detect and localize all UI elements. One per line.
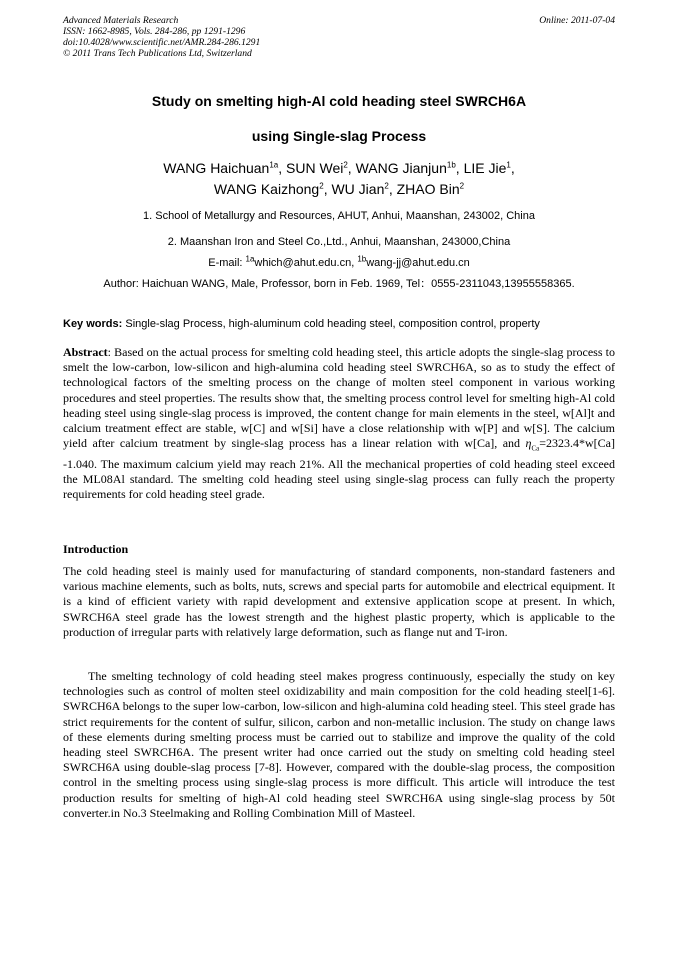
author-list bbox=[63, 158, 615, 200]
author-affiliation-mark: 1a bbox=[269, 160, 279, 170]
author-affiliation-mark: 2 bbox=[319, 181, 324, 191]
author-name: WANG Haichuan bbox=[163, 160, 270, 176]
eta-subscript: Ca bbox=[531, 444, 540, 453]
author-name: ZHAO Bin bbox=[396, 181, 460, 197]
author-separator: , bbox=[510, 160, 515, 176]
doi-line: doi:10.4028/www.scientific.net/AMR.284-286.1291 bbox=[63, 37, 261, 48]
abstract-text-part-2: =2323.4*w[Ca] -1.040. The maximum calcium yield may reach 21%. All the mechanical properties of cold heading steel exceed the ML08Al standard. The smelting cold heading steel using single-slag process can fully reach the property requirements for cold heading steel grade. bbox=[63, 436, 615, 502]
author-separator: , bbox=[278, 160, 287, 176]
journal-name: Advanced Materials Research bbox=[63, 15, 179, 26]
author-affiliation-mark: 2 bbox=[384, 181, 389, 191]
affiliation-2: 2. Maanshan Iron and Steel Co.,Ltd., Anhui, Maanshan, 243000,China bbox=[167, 236, 511, 248]
author-affiliation-mark: 2 bbox=[459, 181, 465, 191]
author-affiliation-mark: 1b bbox=[446, 160, 456, 170]
copyright-line: © 2011 Trans Tech Publications Ltd, Switzerland bbox=[63, 48, 252, 59]
paper-title-line-1: Study on smelting high-Al cold heading steel SWRCH6A bbox=[151, 93, 527, 109]
author-name: WU Jian bbox=[331, 181, 385, 197]
journal-header bbox=[63, 15, 260, 59]
author-row-1 bbox=[63, 158, 615, 179]
email-label: E-mail: bbox=[208, 257, 246, 269]
eta-letter: η bbox=[525, 436, 532, 451]
introduction-paragraph-2: The smelting technology of cold heading steel makes progress continuously, especially the study on key technologies such as control of molten steel oxidizability and main composition for the cold heading steel[1-6]. SWRCH6A belongs to the super low-carbon, low-silicon and high-alumina cold heading steel. This steel grade has strict requirements for the content of sulfur, silicon, carbon and non-metallic inclusion. The study on change laws of these elements during smelting process must be carried out to stabilize and improve the quality of the cold heading steel SWRCH6A. The present writer had once carried out the study on smelting cold heading steel SWRCH6A using double-slag process [7-8]. However, compared with the double-slag process, the composition control in the smelting process using single-slag process is more difficult. This article will introduce the test production results for smelting of high-Al cold heading steel SWRCH6A using single-slag process by 50t converter.in No.3 Steelmaking and Rolling Combination Mill of Masteel. bbox=[63, 669, 615, 820]
affiliation-1: 1. School of Metallurgy and Resources, AHUT, Anhui, Maanshan, 243002, China bbox=[143, 210, 535, 222]
author-separator: , bbox=[455, 160, 464, 176]
online-date: Online: 2011-07-04 bbox=[539, 15, 615, 26]
abstract-label: Abstract bbox=[63, 345, 108, 359]
paper-title-line-2: using Single-slag Process bbox=[251, 128, 427, 144]
author-separator: , bbox=[347, 160, 356, 176]
author-name: WANG Jianjun bbox=[355, 160, 447, 176]
issn-line: ISSN: 1662-8985, Vols. 284-286, pp 1291-1296 bbox=[63, 26, 246, 37]
email-address-2: wang-jj@ahut.edu.cn bbox=[366, 257, 470, 269]
introduction-paragraph-1: The cold heading steel is mainly used for manufacturing of standard components, non-standard fasteners and various machine elements, such as bolts, nuts, screws and special parts for automobile and electrical equipment. It is a kind of efficient variety with rapid development and extensive application scope at present. In which, SWRCH6A steel grade has the lowest strength and the highest plastic property, which is applicable to the production of irregular parts with relatively large deformation, such as flange nut and T-iron. bbox=[63, 564, 615, 639]
author-separator: , bbox=[388, 181, 397, 197]
author-row-2 bbox=[63, 179, 615, 200]
author-name: SUN Wei bbox=[286, 160, 344, 176]
keywords-text: Single-slag Process, high-aluminum cold heading steel, composition control, property bbox=[122, 318, 540, 330]
author-affiliation-mark: 2 bbox=[343, 160, 348, 170]
author-affiliation-mark: 1 bbox=[506, 160, 511, 170]
section-heading-introduction: Introduction bbox=[63, 542, 129, 556]
email-line bbox=[63, 256, 615, 270]
email-mark-2: 1b bbox=[357, 254, 367, 264]
keywords bbox=[63, 317, 615, 331]
email-address-1: which@ahut.edu.cn, bbox=[254, 257, 358, 269]
email-mark-1: 1a bbox=[245, 254, 255, 264]
author-name: LIE Jie bbox=[463, 160, 507, 176]
corresponding-author-line: Author: Haichuan WANG, Male, Professor, born in Feb. 1969, Tel：0555-2311043,13955558365. bbox=[103, 278, 575, 290]
author-name: WANG Kaizhong bbox=[213, 181, 320, 197]
keywords-label: Key words: bbox=[63, 318, 123, 330]
abstract-text-part-1: : Based on the actual process for smelting cold heading steel, this article adopts the single-slag process to smelt the low-carbon, low-silicon and high-alumina cold heading steel SWRCH6A, so as to study the effect of technological factors of the smelting process on the change of molten steel component in various working procedures and steel properties. The results show that, the smelting process control level for smelting high-Al cold heading steel using single-slag process is improved, the content change for main elements in the steel, w[Al]t and calcium treatment effect are stable, w[C] and w[Si] have a close relationship with w[P] and w[S]. The calcium yield after calcium treatment by single-slag process has a linear relation with w[Ca], and bbox=[63, 345, 615, 451]
author-separator: , bbox=[323, 181, 332, 197]
eta-symbol bbox=[525, 436, 540, 453]
abstract bbox=[63, 345, 615, 502]
